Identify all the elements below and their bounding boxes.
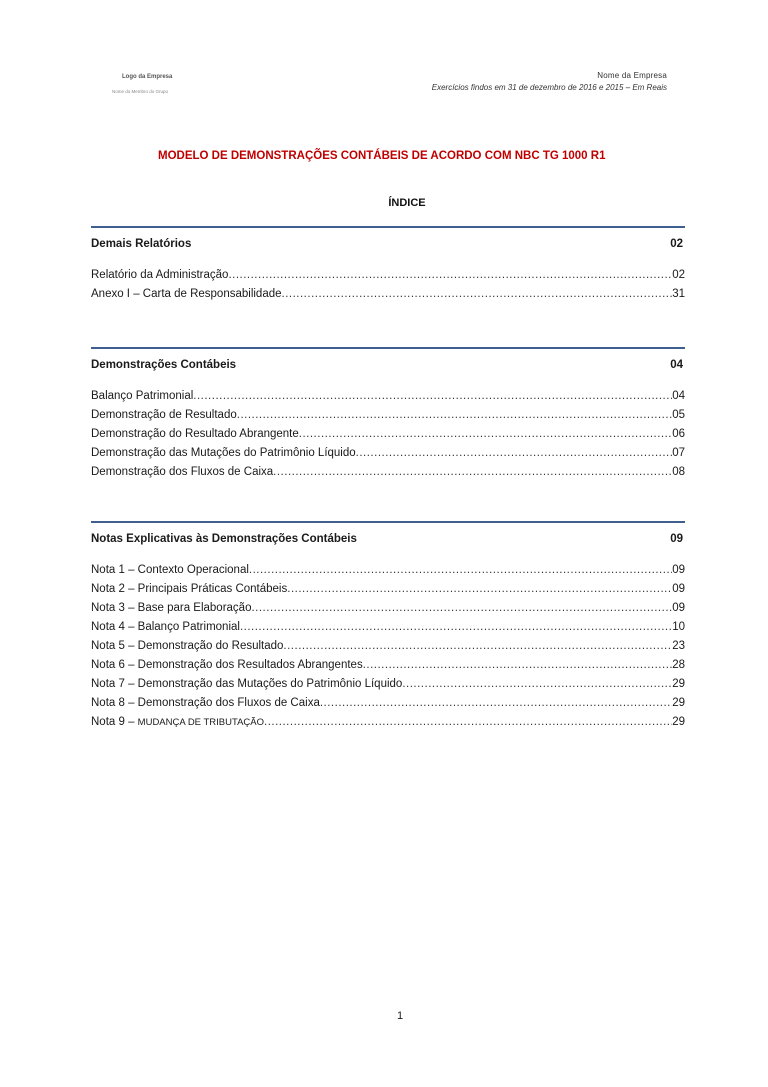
toc-entry[interactable] bbox=[91, 463, 685, 482]
section-divider bbox=[91, 347, 685, 349]
dot-leader bbox=[282, 285, 673, 304]
toc-entry[interactable] bbox=[91, 285, 685, 304]
toc-entry-label: Nota 7 – Demonstração das Mutações do Patrimônio Líquido bbox=[91, 678, 403, 690]
toc-list bbox=[91, 561, 685, 732]
toc-entry[interactable] bbox=[91, 406, 685, 425]
toc-entry-label: Nota 6 – Demonstração dos Resultados Abrangentes bbox=[91, 659, 363, 671]
toc-entry-label: Anexo I – Carta de Responsabilidade bbox=[91, 288, 282, 300]
toc-entry-page: 29 bbox=[672, 678, 685, 690]
page-number: 1 bbox=[396, 1010, 404, 1022]
toc-entry-page: 06 bbox=[672, 428, 685, 440]
dot-leader bbox=[251, 599, 672, 618]
toc-entry[interactable] bbox=[91, 599, 685, 618]
toc-entry-label: Nota 1 – Contexto Operacional bbox=[91, 564, 249, 576]
dot-leader bbox=[228, 266, 672, 285]
section-page-number: 09 bbox=[670, 533, 683, 545]
dot-leader bbox=[240, 618, 672, 637]
reporting-period: Exercícios findos em 31 de dezembro de 2016 e 2015 – Em Reais bbox=[431, 83, 667, 92]
section-title: Demais Relatórios bbox=[91, 238, 192, 250]
toc-entry-page: 09 bbox=[672, 602, 685, 614]
dot-leader bbox=[237, 406, 672, 425]
logo-title: Logo da Empresa bbox=[122, 74, 173, 80]
toc-entry[interactable] bbox=[91, 656, 685, 675]
toc-list bbox=[91, 387, 685, 482]
toc-section-demonstracoes-contabeis bbox=[91, 347, 685, 482]
toc-list bbox=[91, 266, 685, 304]
section-page-number: 02 bbox=[670, 238, 683, 250]
index-title: ÍNDICE bbox=[388, 197, 426, 209]
toc-entry-page: 29 bbox=[672, 697, 685, 709]
toc-entry[interactable] bbox=[91, 561, 685, 580]
dot-leader bbox=[273, 463, 672, 482]
toc-entry-label: Nota 3 – Base para Elaboração bbox=[91, 602, 252, 614]
section-heading bbox=[91, 236, 685, 252]
toc-entry-page: 04 bbox=[672, 390, 685, 402]
toc-entry-label: Balanço Patrimonial bbox=[91, 390, 194, 402]
section-page-number: 04 bbox=[670, 359, 683, 371]
toc-entry-label: Demonstração dos Fluxos de Caixa bbox=[91, 466, 274, 478]
toc-entry[interactable] bbox=[91, 618, 685, 637]
toc-entry-page: 08 bbox=[672, 466, 685, 478]
toc-entry[interactable] bbox=[91, 580, 685, 599]
logo-subtitle: Nome do Membro do Grupo bbox=[112, 89, 169, 94]
company-logo bbox=[112, 74, 232, 94]
toc-entry-label: Nota 8 – Demonstração dos Fluxos de Caixa bbox=[91, 697, 320, 709]
dot-leader bbox=[283, 637, 672, 656]
toc-entry-page: 05 bbox=[672, 409, 685, 421]
toc-entry-label: Relatório da Administração bbox=[91, 269, 229, 281]
dot-leader bbox=[193, 387, 672, 406]
toc-entry-label: Demonstração das Mutações do Patrimônio Líquido bbox=[91, 447, 356, 459]
toc-entry-label: Nota 5 – Demonstração do Resultado bbox=[91, 640, 284, 652]
toc-entry[interactable] bbox=[91, 675, 685, 694]
toc-entry-page: 29 bbox=[672, 716, 685, 728]
toc-entry-page: 10 bbox=[672, 621, 685, 633]
toc-entry-page: 31 bbox=[672, 288, 685, 300]
toc-entry-page: 23 bbox=[672, 640, 685, 652]
document-title: MODELO DE DEMONSTRAÇÕES CONTÁBEIS DE ACORDO COM NBC TG 1000 R1 bbox=[158, 150, 606, 162]
dot-leader bbox=[264, 713, 672, 732]
dot-leader bbox=[320, 694, 672, 713]
toc-section-demais-relatorios bbox=[91, 226, 685, 304]
toc-entry-label: Nota 2 – Principais Práticas Contábeis bbox=[91, 583, 288, 595]
toc-entry[interactable] bbox=[91, 266, 685, 285]
dot-leader bbox=[287, 580, 672, 599]
toc-entry[interactable] bbox=[91, 425, 685, 444]
toc-entry-label bbox=[91, 713, 264, 732]
toc-entry[interactable] bbox=[91, 444, 685, 463]
toc-section-notas-explicativas bbox=[91, 521, 685, 732]
toc-entry-label: Demonstração de Resultado bbox=[91, 409, 237, 421]
page-header bbox=[432, 71, 667, 92]
section-divider bbox=[91, 521, 685, 523]
toc-entry-page: 09 bbox=[672, 564, 685, 576]
toc-entry-page: 09 bbox=[672, 583, 685, 595]
section-divider bbox=[91, 226, 685, 228]
section-title: Notas Explicativas às Demonstrações Contábeis bbox=[91, 533, 357, 545]
toc-entry-label: Demonstração do Resultado Abrangente bbox=[91, 428, 299, 440]
section-title: Demonstrações Contábeis bbox=[91, 359, 237, 371]
toc-entry-label: Nota 4 – Balanço Patrimonial bbox=[91, 621, 240, 633]
toc-entry-label-prefix: Nota 9 – bbox=[91, 716, 138, 728]
dot-leader bbox=[249, 561, 672, 580]
toc-entry[interactable] bbox=[91, 694, 685, 713]
toc-entry-page: 28 bbox=[672, 659, 685, 671]
toc-entry-label-caps: MUDANÇA DE TRIBUTAÇÃO bbox=[137, 717, 265, 728]
toc-entry-page: 02 bbox=[672, 269, 685, 281]
toc-entry-page: 07 bbox=[672, 447, 685, 459]
dot-leader bbox=[299, 425, 672, 444]
toc-entry[interactable] bbox=[91, 387, 685, 406]
dot-leader bbox=[356, 444, 673, 463]
toc-entry[interactable] bbox=[91, 713, 685, 732]
section-heading bbox=[91, 357, 685, 373]
section-heading bbox=[91, 531, 685, 547]
company-name: Nome da Empresa bbox=[597, 71, 667, 80]
dot-leader bbox=[402, 675, 672, 694]
dot-leader bbox=[363, 656, 673, 675]
toc-entry[interactable] bbox=[91, 637, 685, 656]
